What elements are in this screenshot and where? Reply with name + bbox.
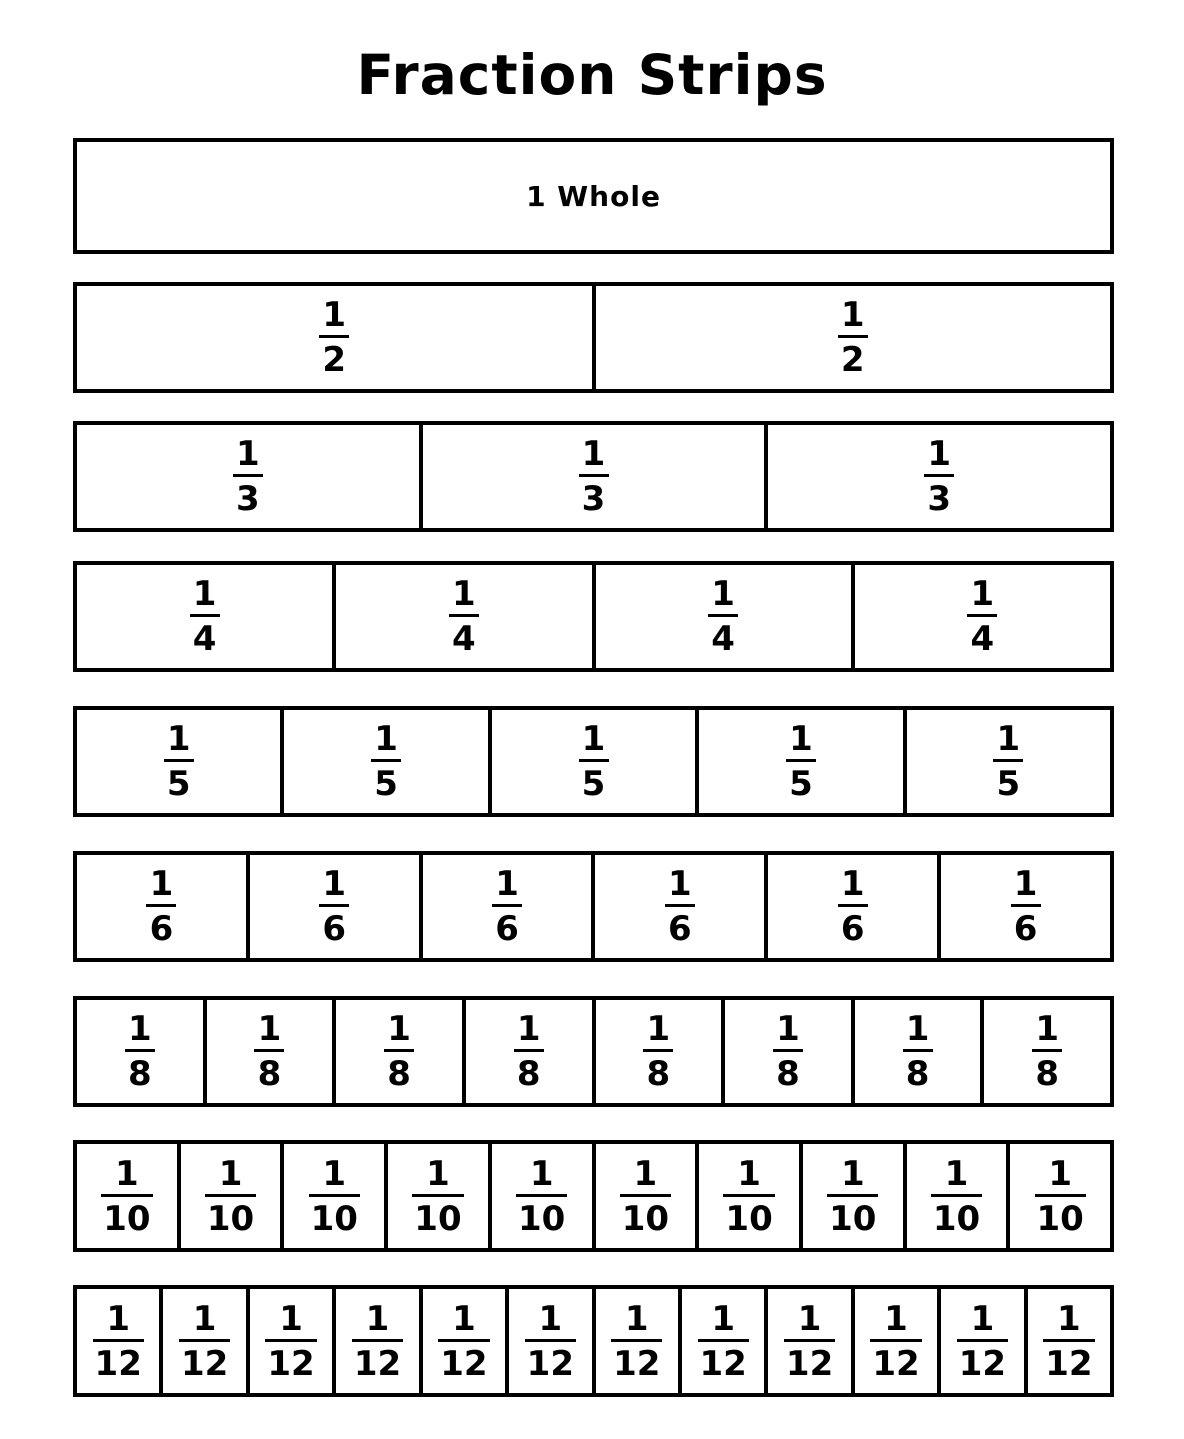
fraction-denominator: 10 [206,1198,255,1239]
fraction-label [967,576,997,657]
fraction-denominator: 10 [621,1198,670,1239]
fraction-numerator: 1 [996,719,1021,759]
fraction-numerator: 1 [633,1153,658,1194]
fraction-numerator: 1 [905,1009,930,1049]
fraction-label [319,297,349,378]
fraction-cell [903,1144,1007,1248]
fraction-numerator: 1 [970,1298,995,1339]
fraction-cell [280,710,487,813]
fraction-label [611,1298,662,1384]
fraction-cell [77,1289,159,1393]
fraction-numerator: 1 [737,1153,761,1194]
fraction-denominator: 6 [1013,909,1038,949]
fraction-denominator: 5 [789,764,813,804]
fraction-denominator: 3 [927,479,951,519]
fraction-cell [592,1000,722,1103]
fraction-numerator: 1 [776,1009,800,1049]
fraction-label [665,866,695,947]
fraction-denominator: 6 [840,909,865,949]
fraction-denominator: 12 [353,1343,402,1384]
fraction-numerator: 1 [797,1298,822,1339]
fraction-cell [332,1000,462,1103]
fraction-denominator: 8 [1035,1054,1060,1094]
fraction-denominator: 12 [94,1343,142,1384]
fraction-cell [419,1289,505,1393]
fraction-numerator: 1 [1057,1298,1081,1339]
fraction-numerator: 1 [840,295,865,335]
fraction-cell [695,1144,799,1248]
fraction-cell [77,710,280,813]
fraction-label [384,1011,414,1092]
fraction-numerator: 1 [426,1153,450,1194]
fraction-cell [203,1000,333,1103]
fraction-denominator: 6 [668,909,692,949]
fraction-label [371,721,401,802]
fraction-cell [159,1289,245,1393]
fraction-denominator: 5 [374,764,398,804]
fraction-cell [903,710,1110,813]
fraction-denominator: 2 [322,340,347,380]
fraction-cell [980,1000,1110,1103]
fraction-label [516,1153,567,1239]
fraction-label [838,866,868,947]
strip-8 [73,996,1114,1107]
strip-6 [73,851,1114,962]
strip-10 [73,1140,1114,1252]
fraction-label [492,866,522,947]
strip-12 [73,1285,1114,1397]
strip-5 [73,706,1114,817]
fraction-numerator: 1 [106,1298,131,1339]
fraction-denominator: 10 [103,1198,151,1239]
fraction-label [164,721,194,802]
fraction-cell [488,710,695,813]
fraction-denominator: 10 [932,1198,981,1239]
fraction-numerator: 1 [452,574,476,614]
strip-3 [73,421,1114,532]
fraction-label [708,576,738,657]
fraction-label [924,436,954,517]
fraction-numerator: 1 [581,434,606,474]
fraction-numerator: 1 [279,1298,303,1339]
page-title: Fraction Strips [356,43,828,107]
fraction-denominator: 8 [646,1054,671,1094]
fraction-label [1035,1153,1086,1239]
fraction-cell [721,1000,851,1103]
fraction-numerator: 1 [970,574,995,614]
fraction-numerator: 1 [581,719,606,759]
fraction-label [643,1011,673,1092]
fraction-numerator: 1 [1048,1153,1073,1194]
fraction-cell [1006,1144,1110,1248]
fraction-label [205,1153,256,1239]
fraction-numerator: 1 [1013,864,1038,904]
fraction-label [352,1298,403,1384]
fraction-cell [851,1000,981,1103]
fraction-denominator: 10 [310,1198,358,1239]
fraction-cell [177,1144,281,1248]
fraction-cell [332,1289,418,1393]
fraction-label [146,866,176,947]
fraction-label [931,1153,982,1239]
fraction-cell [332,565,591,668]
fraction-numerator: 1 [538,1298,563,1339]
fraction-denominator: 12 [440,1343,488,1384]
fraction-cell [246,855,419,958]
fraction-cell [384,1144,488,1248]
fraction-numerator: 1 [840,1153,865,1194]
fraction-cell [678,1289,764,1393]
fraction-denominator: 4 [452,619,476,659]
fraction-cell [592,286,1111,389]
fraction-label [525,1298,576,1384]
fraction-label [101,1153,152,1239]
fraction-cell [77,286,592,389]
fraction-label [438,1298,489,1384]
fraction-numerator: 1 [452,1298,476,1339]
fraction-cell [1024,1289,1110,1393]
fraction-cell [764,1289,850,1393]
fraction-numerator: 1 [711,574,735,614]
fraction-label [449,576,479,657]
fraction-denominator: 3 [581,479,606,519]
strip-2 [73,282,1114,393]
strip-4 [73,561,1114,672]
fraction-denominator: 2 [840,340,865,380]
fraction-label [1011,866,1041,947]
fraction-numerator: 1 [668,864,692,904]
fraction-cell [280,1144,384,1248]
fraction-label [870,1298,921,1384]
fraction-numerator: 1 [516,1009,541,1049]
fraction-denominator: 10 [1036,1198,1084,1239]
fraction-cell [851,1289,937,1393]
fraction-numerator: 1 [711,1298,735,1339]
fraction-label [309,1153,360,1239]
fraction-denominator: 12 [267,1343,315,1384]
fraction-label [514,1011,544,1092]
fraction-numerator: 1 [789,719,813,759]
fraction-label [579,721,609,802]
fraction-numerator: 1 [322,295,347,335]
fraction-denominator: 8 [776,1054,800,1094]
fraction-numerator: 1 [927,434,951,474]
fraction-numerator: 1 [192,574,217,614]
fraction-cell [77,1000,203,1103]
fraction-cell [77,1144,177,1248]
whole-label: 1 Whole [526,179,661,213]
fraction-label [93,1298,144,1384]
fraction-cell [488,1144,592,1248]
fraction-denominator: 4 [711,619,735,659]
fraction-label [773,1011,803,1092]
fraction-cell [419,425,765,528]
fraction-cell [246,1289,332,1393]
fraction-label [579,436,609,517]
fraction-numerator: 1 [149,864,174,904]
fraction-label [179,1298,230,1384]
fraction-label [254,1011,284,1092]
fraction-label [903,1011,933,1092]
fraction-label [723,1153,774,1239]
fraction-cell [851,565,1110,668]
fraction-denominator: 6 [322,909,347,949]
fraction-label [190,576,220,657]
fraction-denominator: 10 [725,1198,773,1239]
fraction-numerator: 1 [218,1153,243,1194]
fraction-cell [591,855,764,958]
fraction-numerator: 1 [840,864,865,904]
fraction-label [319,866,349,947]
fraction-label [957,1298,1008,1384]
fraction-cell [77,855,246,958]
fraction-cell [77,565,332,668]
fraction-cell [695,710,902,813]
fraction-label [993,721,1023,802]
fraction-cell [77,425,419,528]
fraction-label [1043,1298,1094,1384]
fraction-label [233,436,263,517]
fraction-denominator: 5 [581,764,606,804]
fraction-numerator: 1 [322,864,347,904]
fraction-numerator: 1 [387,1009,411,1049]
fraction-denominator: 10 [829,1198,877,1239]
fraction-denominator: 12 [613,1343,661,1384]
fraction-cell [937,1289,1023,1393]
fraction-numerator: 1 [322,1153,347,1194]
fraction-label [838,297,868,378]
fraction-label [1032,1011,1062,1092]
fraction-numerator: 1 [624,1298,649,1339]
fraction-cell [937,855,1110,958]
fraction-denominator: 12 [872,1343,920,1384]
fraction-label [786,721,816,802]
fraction-denominator: 6 [495,909,519,949]
fraction-numerator: 1 [257,1009,282,1049]
fraction-denominator: 12 [958,1343,1007,1384]
fraction-label [125,1011,155,1092]
strip-whole [73,138,1114,254]
fraction-denominator: 12 [1045,1343,1093,1384]
fraction-denominator: 12 [526,1343,574,1384]
fraction-label [412,1153,463,1239]
fraction-cell [592,1144,696,1248]
fraction-denominator: 4 [970,619,995,659]
fraction-denominator: 12 [699,1343,747,1384]
fraction-cell [592,1289,678,1393]
fraction-denominator: 8 [127,1054,152,1094]
fraction-label [698,1298,749,1384]
fraction-cell [505,1289,591,1393]
fraction-cell [462,1000,592,1103]
fraction-label [827,1153,878,1239]
fraction-numerator: 1 [115,1153,139,1194]
fraction-cell [764,425,1110,528]
fraction-numerator: 1 [529,1153,554,1194]
fraction-denominator: 10 [414,1198,462,1239]
fraction-denominator: 12 [785,1343,834,1384]
fraction-numerator: 1 [365,1298,390,1339]
fraction-denominator: 4 [192,619,217,659]
fraction-numerator: 1 [166,719,191,759]
fraction-denominator: 8 [257,1054,282,1094]
fraction-denominator: 10 [518,1198,566,1239]
fraction-denominator: 3 [235,479,260,519]
fraction-numerator: 1 [884,1298,908,1339]
fraction-cell [799,1144,903,1248]
fraction-numerator: 1 [192,1298,217,1339]
fraction-numerator: 1 [235,434,260,474]
fraction-denominator: 6 [149,909,174,949]
fraction-numerator: 1 [127,1009,152,1049]
whole-cell [77,142,1110,250]
fraction-denominator: 5 [996,764,1021,804]
fraction-cell [419,855,592,958]
fraction-label [620,1153,671,1239]
fraction-numerator: 1 [495,864,519,904]
fraction-cell [764,855,937,958]
fraction-numerator: 1 [374,719,398,759]
fraction-denominator: 5 [166,764,191,804]
fraction-denominator: 8 [387,1054,411,1094]
fraction-numerator: 1 [1035,1009,1060,1049]
fraction-label [265,1298,316,1384]
fraction-label [784,1298,835,1384]
fraction-denominator: 12 [180,1343,229,1384]
fraction-numerator: 1 [646,1009,671,1049]
fraction-cell [592,565,851,668]
fraction-denominator: 8 [905,1054,930,1094]
fraction-numerator: 1 [944,1153,969,1194]
fraction-denominator: 8 [516,1054,541,1094]
